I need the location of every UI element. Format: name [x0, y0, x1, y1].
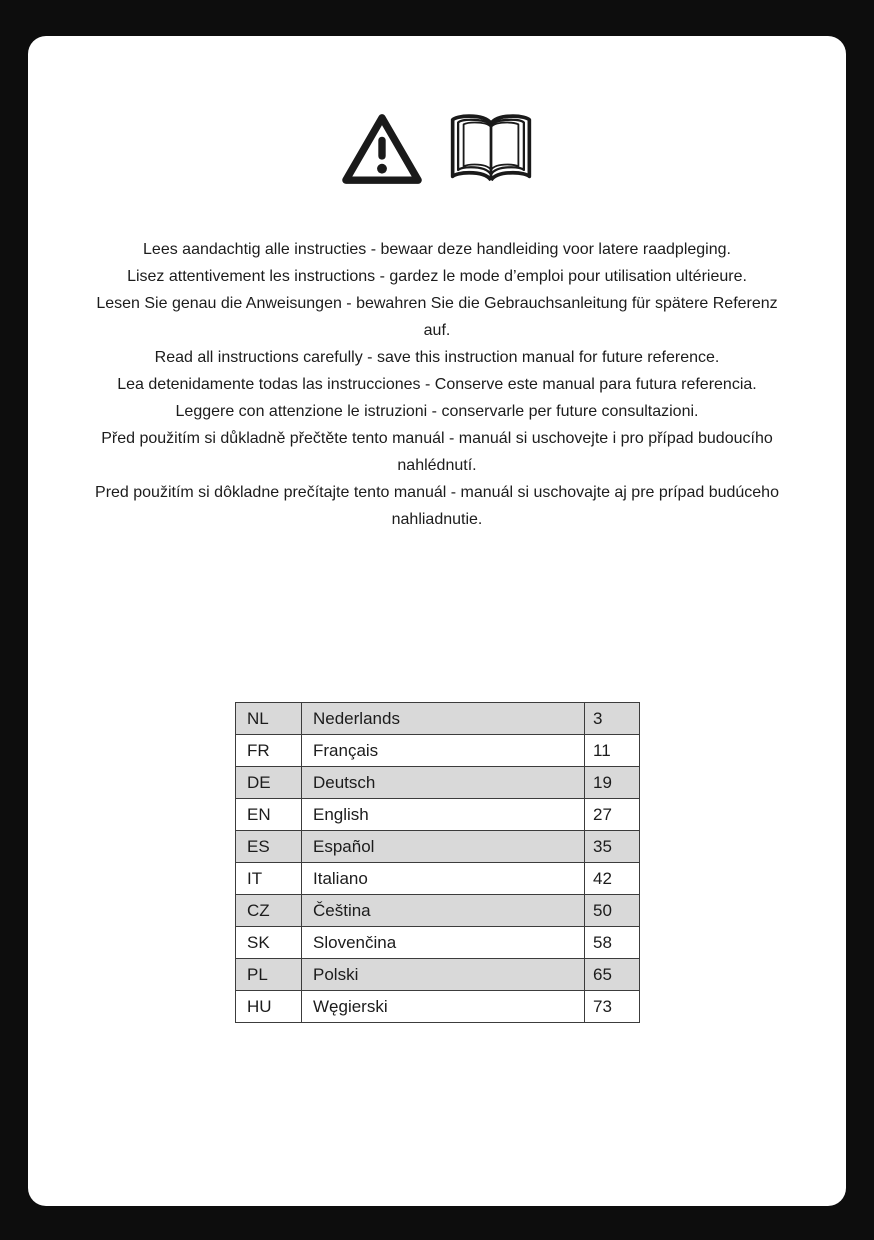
read-instructions-notice [82, 236, 792, 533]
page-number: 19 [585, 767, 640, 799]
page-number: 58 [585, 927, 640, 959]
table-row [236, 767, 640, 799]
lang-code: PL [236, 959, 302, 991]
lang-name: Węgierski [302, 991, 585, 1023]
table-row [236, 959, 640, 991]
page-number: 73 [585, 991, 640, 1023]
lang-name: Français [302, 735, 585, 767]
lang-code: HU [236, 991, 302, 1023]
language-toc-table [235, 702, 640, 1023]
table-of-contents [235, 702, 640, 1023]
safety-icons [28, 112, 846, 186]
page-number: 50 [585, 895, 640, 927]
page-number: 65 [585, 959, 640, 991]
notice-line-fr: Lisez attentivement les instructions - gardez le mode d’emploi pour utilisation ultérieure. [127, 268, 747, 285]
lang-code: CZ [236, 895, 302, 927]
notice-line-de: Lesen Sie genau die Anweisungen - bewahren Sie die Gebrauchsanleitung für spätere Referenz auf. [96, 295, 778, 339]
table-row [236, 735, 640, 767]
notice-line-sk: Pred použitím si dôkladne prečítajte tento manuál - manuál si uschovajte aj pre prípad budúceho nahliadnutie. [95, 484, 779, 528]
lang-code: EN [236, 799, 302, 831]
page-number: 35 [585, 831, 640, 863]
lang-name: Čeština [302, 895, 585, 927]
lang-code: NL [236, 703, 302, 735]
table-row [236, 991, 640, 1023]
lang-name: Italiano [302, 863, 585, 895]
page-number: 3 [585, 703, 640, 735]
lang-name: Nederlands [302, 703, 585, 735]
lang-code: SK [236, 927, 302, 959]
notice-line-it: Leggere con attenzione le istruzioni - conservarle per future consultazioni. [175, 403, 699, 420]
table-row [236, 895, 640, 927]
table-row [236, 703, 640, 735]
page-number: 27 [585, 799, 640, 831]
notice-line-cz: Před použitím si důkladně přečtěte tento manuál - manuál si uschovejte i pro případ budoucího nahlédnutí. [101, 430, 773, 474]
lang-code: FR [236, 735, 302, 767]
open-book-icon [449, 112, 533, 186]
lang-code: DE [236, 767, 302, 799]
table-row [236, 831, 640, 863]
page-number: 11 [585, 735, 640, 767]
lang-name: Polski [302, 959, 585, 991]
notice-line-es: Lea detenidamente todas las instrucciones - Conserve este manual para futura referencia. [117, 376, 757, 393]
lang-name: Deutsch [302, 767, 585, 799]
table-row [236, 927, 640, 959]
notice-line-en: Read all instructions carefully - save this instruction manual for future reference. [154, 349, 720, 366]
lang-name: Slovenčina [302, 927, 585, 959]
lang-name: Español [302, 831, 585, 863]
warning-triangle-icon [341, 112, 423, 186]
page-number: 42 [585, 863, 640, 895]
lang-code: IT [236, 863, 302, 895]
lang-code: ES [236, 831, 302, 863]
manual-paper [28, 36, 846, 1206]
lang-name: English [302, 799, 585, 831]
notice-line-nl: Lees aandachtig alle instructies - bewaar deze handleiding voor latere raadpleging. [143, 241, 731, 258]
table-row [236, 799, 640, 831]
table-row [236, 863, 640, 895]
